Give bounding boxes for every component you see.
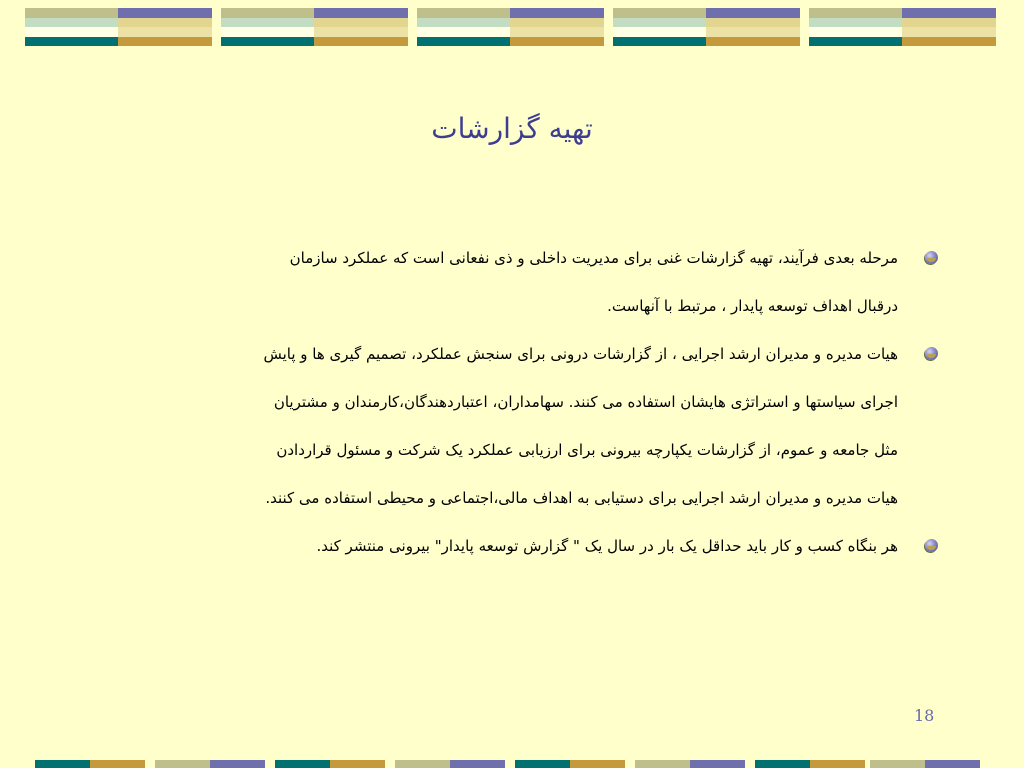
bullet-icon (925, 347, 938, 360)
bullet-icon (925, 251, 938, 264)
bullet-line: مثل جامعه و عموم، از گزارشات یکپارچه بیرونی برای ارزیابی عملکرد یک شرکت و مسئول قراردادن (276, 441, 898, 459)
top-decorative-banner (25, 8, 1000, 46)
bullet-item (96, 522, 941, 570)
bullet-item (96, 234, 941, 330)
bullet-line: هیات مدیره و مدیران ارشد اجرایی ، از گزارشات درونی برای سنجش عملکرد، تصمیم گیری ها و پایش (263, 345, 898, 363)
bullet-item (96, 330, 941, 522)
banner-tile (417, 8, 604, 46)
bullet-line: اجرای سیاستها و استراتژی هایشان استفاده می کنند. سهامداران، اعتباردهندگان،کارمندان و مشتریان (273, 393, 898, 411)
page-number: 18 (914, 706, 935, 725)
bottom-decorative-strip (0, 760, 1024, 768)
banner-tile (25, 8, 212, 46)
banner-tile (613, 8, 800, 46)
bullet-line: درقبال اهداف توسعه پایدار ، مرتبط با آنهاست. (607, 297, 898, 315)
bullet-line: مرحله بعدی فرآیند، تهیه گزارشات غنی برای مدیریت داخلی و ذی نفعانی است که عملکرد سازمان (289, 249, 898, 267)
banner-tile (809, 8, 996, 46)
slide-title: تهیه گزارشات (431, 112, 593, 145)
bullet-icon (925, 539, 938, 552)
bullet-line: هر بنگاه کسب و کار باید حداقل یک بار در سال یک " گزارش توسعه پایدار" بیرونی منتشر کند. (316, 537, 898, 555)
slide-content (96, 234, 941, 570)
banner-tile (221, 8, 408, 46)
bullet-line: هیات مدیره و مدیران ارشد اجرایی برای دستیابی به اهداف مالی،اجتماعی و محیطی استفاده می کنند. (265, 489, 898, 507)
